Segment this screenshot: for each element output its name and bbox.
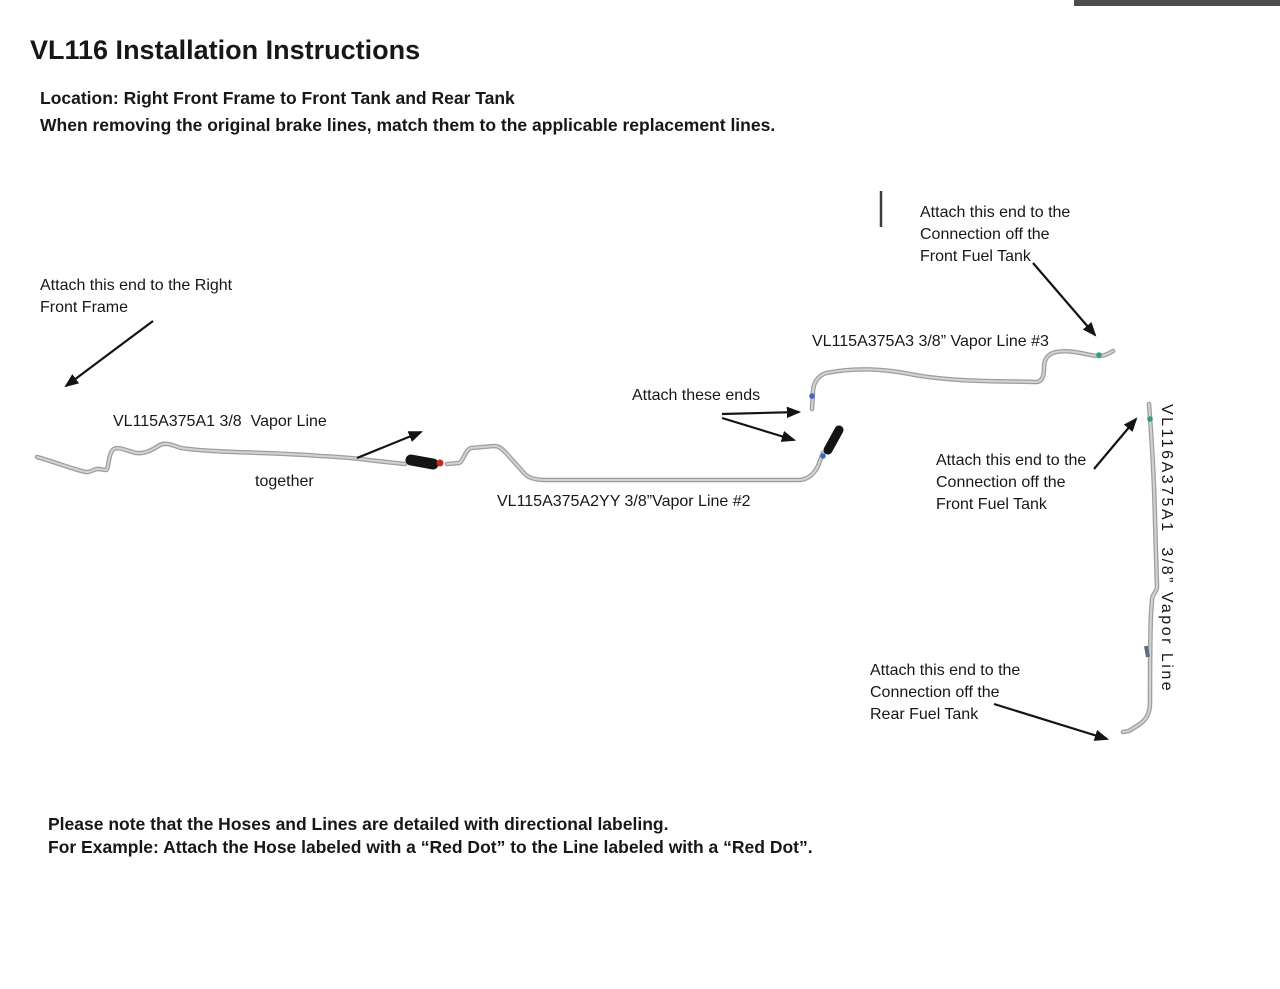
arrow-together xyxy=(357,432,421,458)
label-vapor-line-1: VL115A375A1 3/8 Vapor Line xyxy=(113,413,327,430)
callout-attach-these-ends: Attach these ends xyxy=(632,387,761,404)
arrow-attach-ends-upper xyxy=(722,412,799,414)
callout-front-tank-mid: Attach this end to the Connection off the Front Fuel Tank xyxy=(936,452,1087,513)
label-vapor-line-2: VL115A375A2YY 3/8”Vapor Line #2 xyxy=(497,493,751,510)
warning-line: When removing the original brake lines, match them to the applicable replacement lines. xyxy=(40,115,776,135)
teal-dot-marker-line4 xyxy=(1147,416,1153,422)
red-dot-marker xyxy=(437,460,444,467)
callout-rear-tank: Attach this end to the Connection off the Rear Fuel Tank xyxy=(870,662,1021,723)
arrow-attach-ends-lower xyxy=(722,418,794,440)
vapor-line-4 xyxy=(1123,404,1157,732)
label-vapor-line-3: VL115A375A3 3/8” Vapor Line #3 xyxy=(812,333,1049,350)
hose-fitting-1-body xyxy=(411,460,433,464)
hose-fitting-2-body xyxy=(828,430,839,450)
callout-front-tank-top: Attach this end to the Connection off the Front Fuel Tank xyxy=(920,204,1071,265)
vapor-line-1 xyxy=(37,444,405,472)
arrow-front-tank-top xyxy=(1033,263,1095,335)
vapor-line-2 xyxy=(447,430,839,480)
footer-note-2: For Example: Attach the Hose labeled with a “Red Dot” to the Line labeled with a “Red Dot”. xyxy=(48,837,813,857)
dark-band-marker-line4 xyxy=(1146,646,1148,657)
blue-dot-marker-line2 xyxy=(820,453,826,459)
hose-fitting-1 xyxy=(411,460,444,467)
arrow-right-front-frame xyxy=(66,321,153,386)
location-line: Location: Right Front Frame to Front Tank and Rear Tank xyxy=(40,88,515,108)
page-title: VL116 Installation Instructions xyxy=(30,35,421,65)
label-vapor-line-4: VL116A375A1 3/8” Vapor Line xyxy=(1158,404,1175,694)
callout-right-front-frame: Attach this end to the Right Front Frame xyxy=(40,277,233,316)
vapor-line-3 xyxy=(809,351,1113,409)
footer-note-1: Please note that the Hoses and Lines are detailed with directional labeling. xyxy=(48,814,669,834)
callout-together: together xyxy=(255,473,314,490)
teal-dot-marker-line3 xyxy=(1096,352,1102,358)
